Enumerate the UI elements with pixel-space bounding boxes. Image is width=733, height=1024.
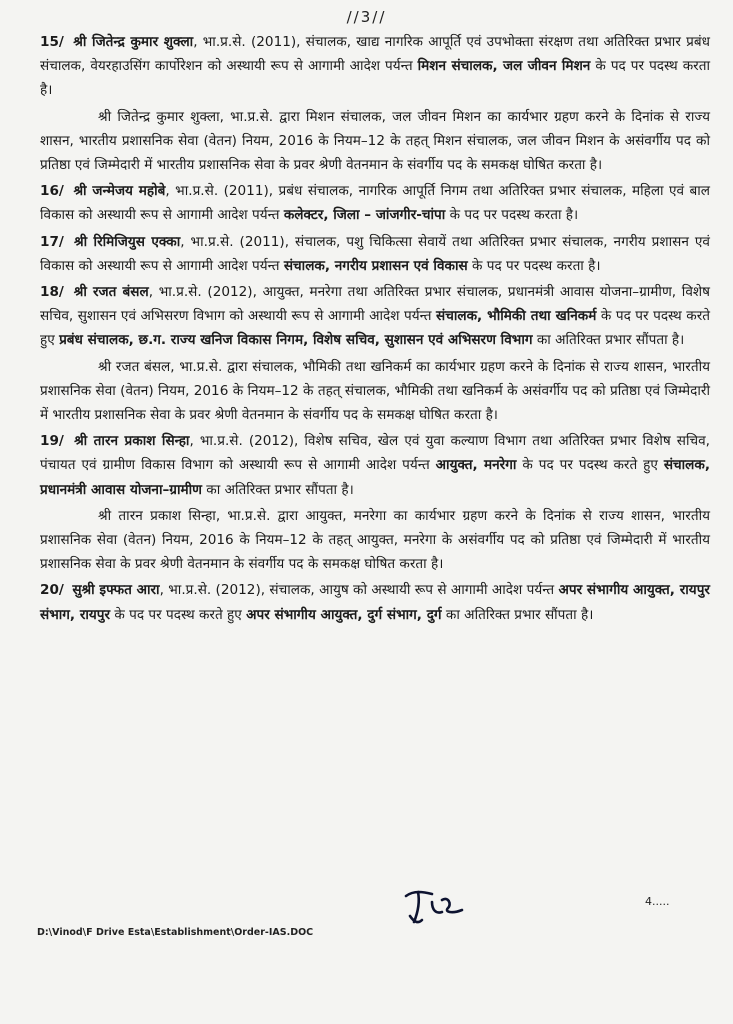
officer-name: श्री जन्मेजय महोबे — [73, 183, 166, 200]
order-entry-20 — [40, 578, 710, 626]
next-page-indicator: 4..... — [645, 895, 670, 908]
officer-name: श्री रजत बंसल — [73, 284, 149, 301]
entry-text-mid: के पद पर पदस्थ करते हुए — [516, 457, 664, 474]
document-body — [40, 30, 710, 629]
entry-number: 19/ — [40, 433, 64, 450]
entry-text-end: का अतिरिक्त प्रभार सौंपता है। — [441, 606, 594, 623]
officer-name: श्री रिमिजियुस एक्का — [74, 233, 181, 250]
handwritten-signature — [402, 882, 472, 931]
additional-charge-title: संचालक, प्रधानमंत्री आवास योजना–ग्रामीण — [40, 457, 710, 498]
posting-title: संचालक, भौमिकी तथा खनिकर्म — [436, 308, 597, 325]
entry-text-end: का अतिरिक्त प्रभार सौंपता है। — [532, 332, 685, 349]
posting-title: अपर संभागीय आयुक्त, रायपुर संभाग, रायपुर — [40, 582, 710, 623]
page-number-marker: //3// — [346, 8, 387, 26]
entry-text-end: के पद पर पदस्थ करता है। — [40, 58, 710, 99]
entry-text-end: के पद पर पदस्थ करता है। — [467, 257, 601, 274]
additional-charge-title: अपर संभागीय आयुक्त, दुर्ग संभाग, दुर्ग — [246, 606, 442, 623]
order-entry-19 — [40, 429, 710, 502]
order-entry-16 — [40, 179, 710, 227]
entry-text-mid: के पद पर पदस्थ करते हुए — [110, 606, 247, 623]
entry-text-end: का अतिरिक्त प्रभार सौंपता है। — [201, 481, 354, 498]
posting-title: मिशन संचालक, जल जीवन मिशन — [417, 58, 591, 75]
equivalence-declaration-19: श्री तारन प्रकाश सिन्हा, भा.प्र.से. द्वारा आयुक्त, मनरेगा का कार्यभार ग्रहण करने के दिनांक से राज्य शासन, भारतीय प्रशासनिक सेवा (वेतन) नियम, 2016 के नियम–12 के तहत् आयुक्त, मनरेगा के असंवर्गीय पद को प्रतिष्ठा एवं जिम्मेदारी में भारतीय प्रशासनिक सेवा के प्रवर श्रेणी वेतनमान के संवर्गीय पद के समकक्ष घोषित करता है। — [40, 507, 710, 573]
posting-title: आयुक्त, मनरेगा — [435, 457, 517, 474]
order-entry-17 — [40, 230, 710, 278]
entry-text-end: के पद पर पदस्थ करता है। — [445, 207, 579, 224]
entry-number: 20/ — [40, 582, 64, 599]
entry-text: , भा.प्र.से. (2011), संचालक, खाद्य नागरिक आपूर्ति एवं उपभोक्ता संरक्षण तथा अतिरिक्त प्रभार प्रबंध संचालक, वेयरहाउसिंग कार्पोरेशन को अस्थायी रूप से आगामी आदेश पर्यन्त — [40, 34, 710, 75]
posting-title: कलेक्टर, जिला – जांजगीर-चांपा — [283, 207, 446, 224]
equivalence-declaration-18: श्री रजत बंसल, भा.प्र.से. द्वारा संचालक, भौमिकी तथा खनिकर्म का कार्यभार ग्रहण करने के दिनांक से राज्य शासन, भारतीय प्रशासनिक सेवा (वेतन) नियम, 2016 के नियम–12 के तहत् संचालक, भौमिकी तथा खनिकर्म के असंवर्गीय पद को प्रतिष्ठा एवं जिम्मेदारी में भारतीय प्रशासनिक सेवा के प्रवर श्रेणी वेतनमान के संवर्गीय पद के समकक्ष घोषित करता है। — [40, 358, 710, 424]
entry-text-mid: के पद पर पदस्थ करते हुए — [40, 308, 711, 349]
equivalence-declaration-15: श्री जितेन्द्र कुमार शुक्ला, भा.प्र.से. द्वारा मिशन संचालक, जल जीवन मिशन का कार्यभार ग्रहण करने के दिनांक से राज्य शासन, भारतीय प्रशासनिक सेवा (वेतन) नियम, 2016 के नियम–12 के तहत् मिशन संचालक, जल जीवन मिशन के असंवर्गीय पद को प्रतिष्ठा एवं जिम्मेदारी में भारतीय प्रशासनिक सेवा के प्रवर श्रेणी वेतनमान के संवर्गीय पद के समकक्ष घोषित करता है। — [40, 108, 710, 174]
entry-text: , भा.प्र.से. (2011), प्रबंध संचालक, नागरिक आपूर्ति निगम तथा अतिरिक्त प्रभार संचालक, महिला एवं बाल विकास को अस्थायी रूप से आगामी आदेश पर्यन्त — [40, 183, 711, 224]
order-entry-18 — [40, 280, 710, 353]
document-file-path: D:\Vinod\F Drive Esta\Establishment\Order-IAS.DOC — [37, 927, 314, 938]
additional-charge-title: प्रबंध संचालक, छ.ग. राज्य खनिज विकास निगम, विशेष सचिव, सुशासन एवं अभिसरण विभाग — [59, 332, 533, 349]
entry-number: 16/ — [40, 183, 64, 200]
officer-name: श्री जितेन्द्र कुमार शुक्ला — [73, 34, 194, 50]
entry-text: , भा.प्र.से. (2012), विशेष सचिव, खेल एवं युवा कल्याण विभाग तथा अतिरिक्त प्रभार विशेष सचिव, पंचायत एवं ग्रामीण विकास विभाग को अस्थायी रूप से आगामी आदेश पर्यन्त — [40, 433, 710, 474]
officer-name: सुश्री इफ्फत आरा — [72, 582, 160, 599]
entry-text: , भा.प्र.से. (2012), संचालक, आयुष को अस्थायी रूप से आगामी आदेश पर्यन्त — [159, 582, 559, 599]
entry-text: , भा.प्र.से. (2012), आयुक्त, मनरेगा तथा अतिरिक्त प्रभार संचालक, प्रधानमंत्री आवास योजना–ग्रामीण, विशेष सचिव, सुशासन एवं अभिसरण विभाग को अस्थायी रूप से आगामी आदेश पर्यन्त — [40, 284, 710, 325]
officer-name: श्री तारन प्रकाश सिन्हा — [74, 433, 190, 450]
entry-number: 17/ — [40, 233, 64, 250]
entry-number: 18/ — [40, 284, 64, 301]
entry-text: , भा.प्र.से. (2011), संचालक, पशु चिकित्सा सेवायें तथा अतिरिक्त प्रभार संचालक, नगरीय प्रशासन एवं विकास को अस्थायी रूप से आगामी आदेश पर्यन्त — [40, 233, 710, 274]
order-entry-15 — [40, 30, 710, 103]
entry-number: 15/ — [40, 34, 64, 50]
posting-title: संचालक, नगरीय प्रशासन एवं विकास — [283, 257, 468, 274]
